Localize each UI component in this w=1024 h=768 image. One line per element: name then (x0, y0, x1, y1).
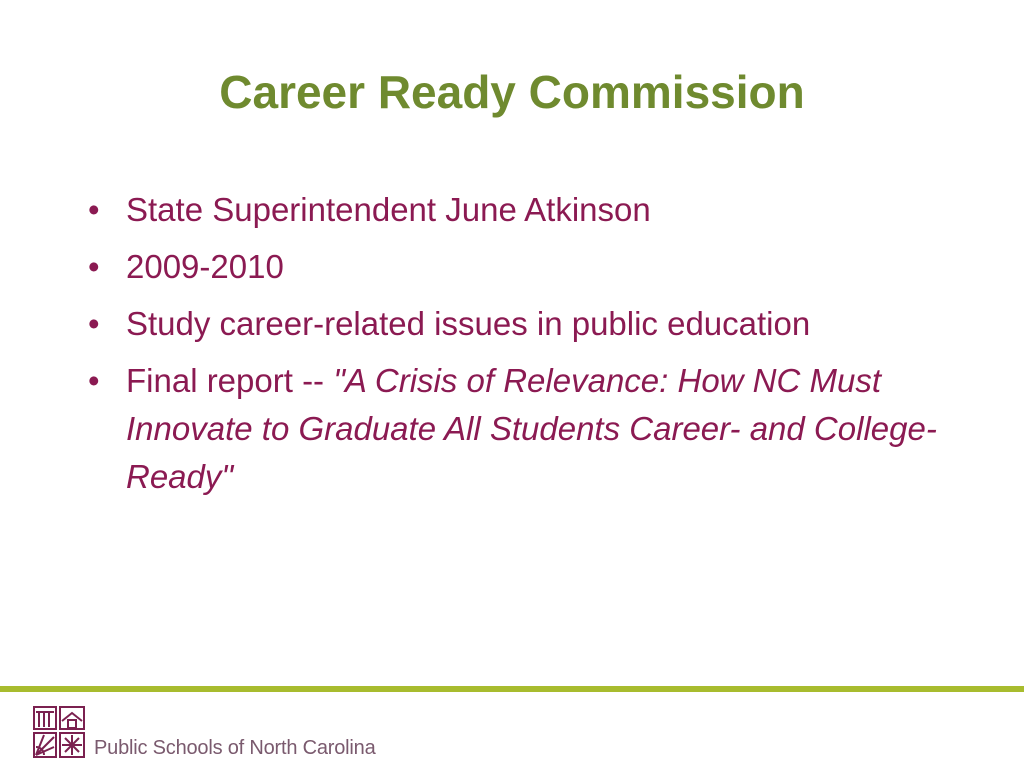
bullet-icon: • (88, 362, 100, 399)
bullet-item-years (88, 243, 988, 291)
bullet-text: State Superintendent June Atkinson (126, 191, 651, 228)
bullet-item-final-report (88, 357, 988, 501)
bullet-icon: • (88, 305, 100, 342)
bullet-item-study (88, 300, 988, 348)
bullet-list (88, 186, 988, 510)
bullet-icon: • (88, 248, 100, 285)
report-title: "A Crisis of Relevance: How NC Must Innovate to Graduate All Students Career- and College-Ready" (126, 362, 937, 495)
bullet-icon: • (88, 191, 100, 228)
bullet-text: Final report -- (126, 362, 334, 399)
footer-organization-name: Public Schools of North Carolina (94, 737, 376, 759)
bullet-item-superintendent (88, 186, 988, 234)
bullet-text: 2009-2010 (126, 248, 284, 285)
bullet-text: Study career-related issues in public education (126, 305, 811, 342)
slide-title: Career Ready Commission (219, 66, 805, 118)
nc-public-schools-logo-icon (30, 703, 88, 761)
footer-divider (0, 686, 1024, 692)
